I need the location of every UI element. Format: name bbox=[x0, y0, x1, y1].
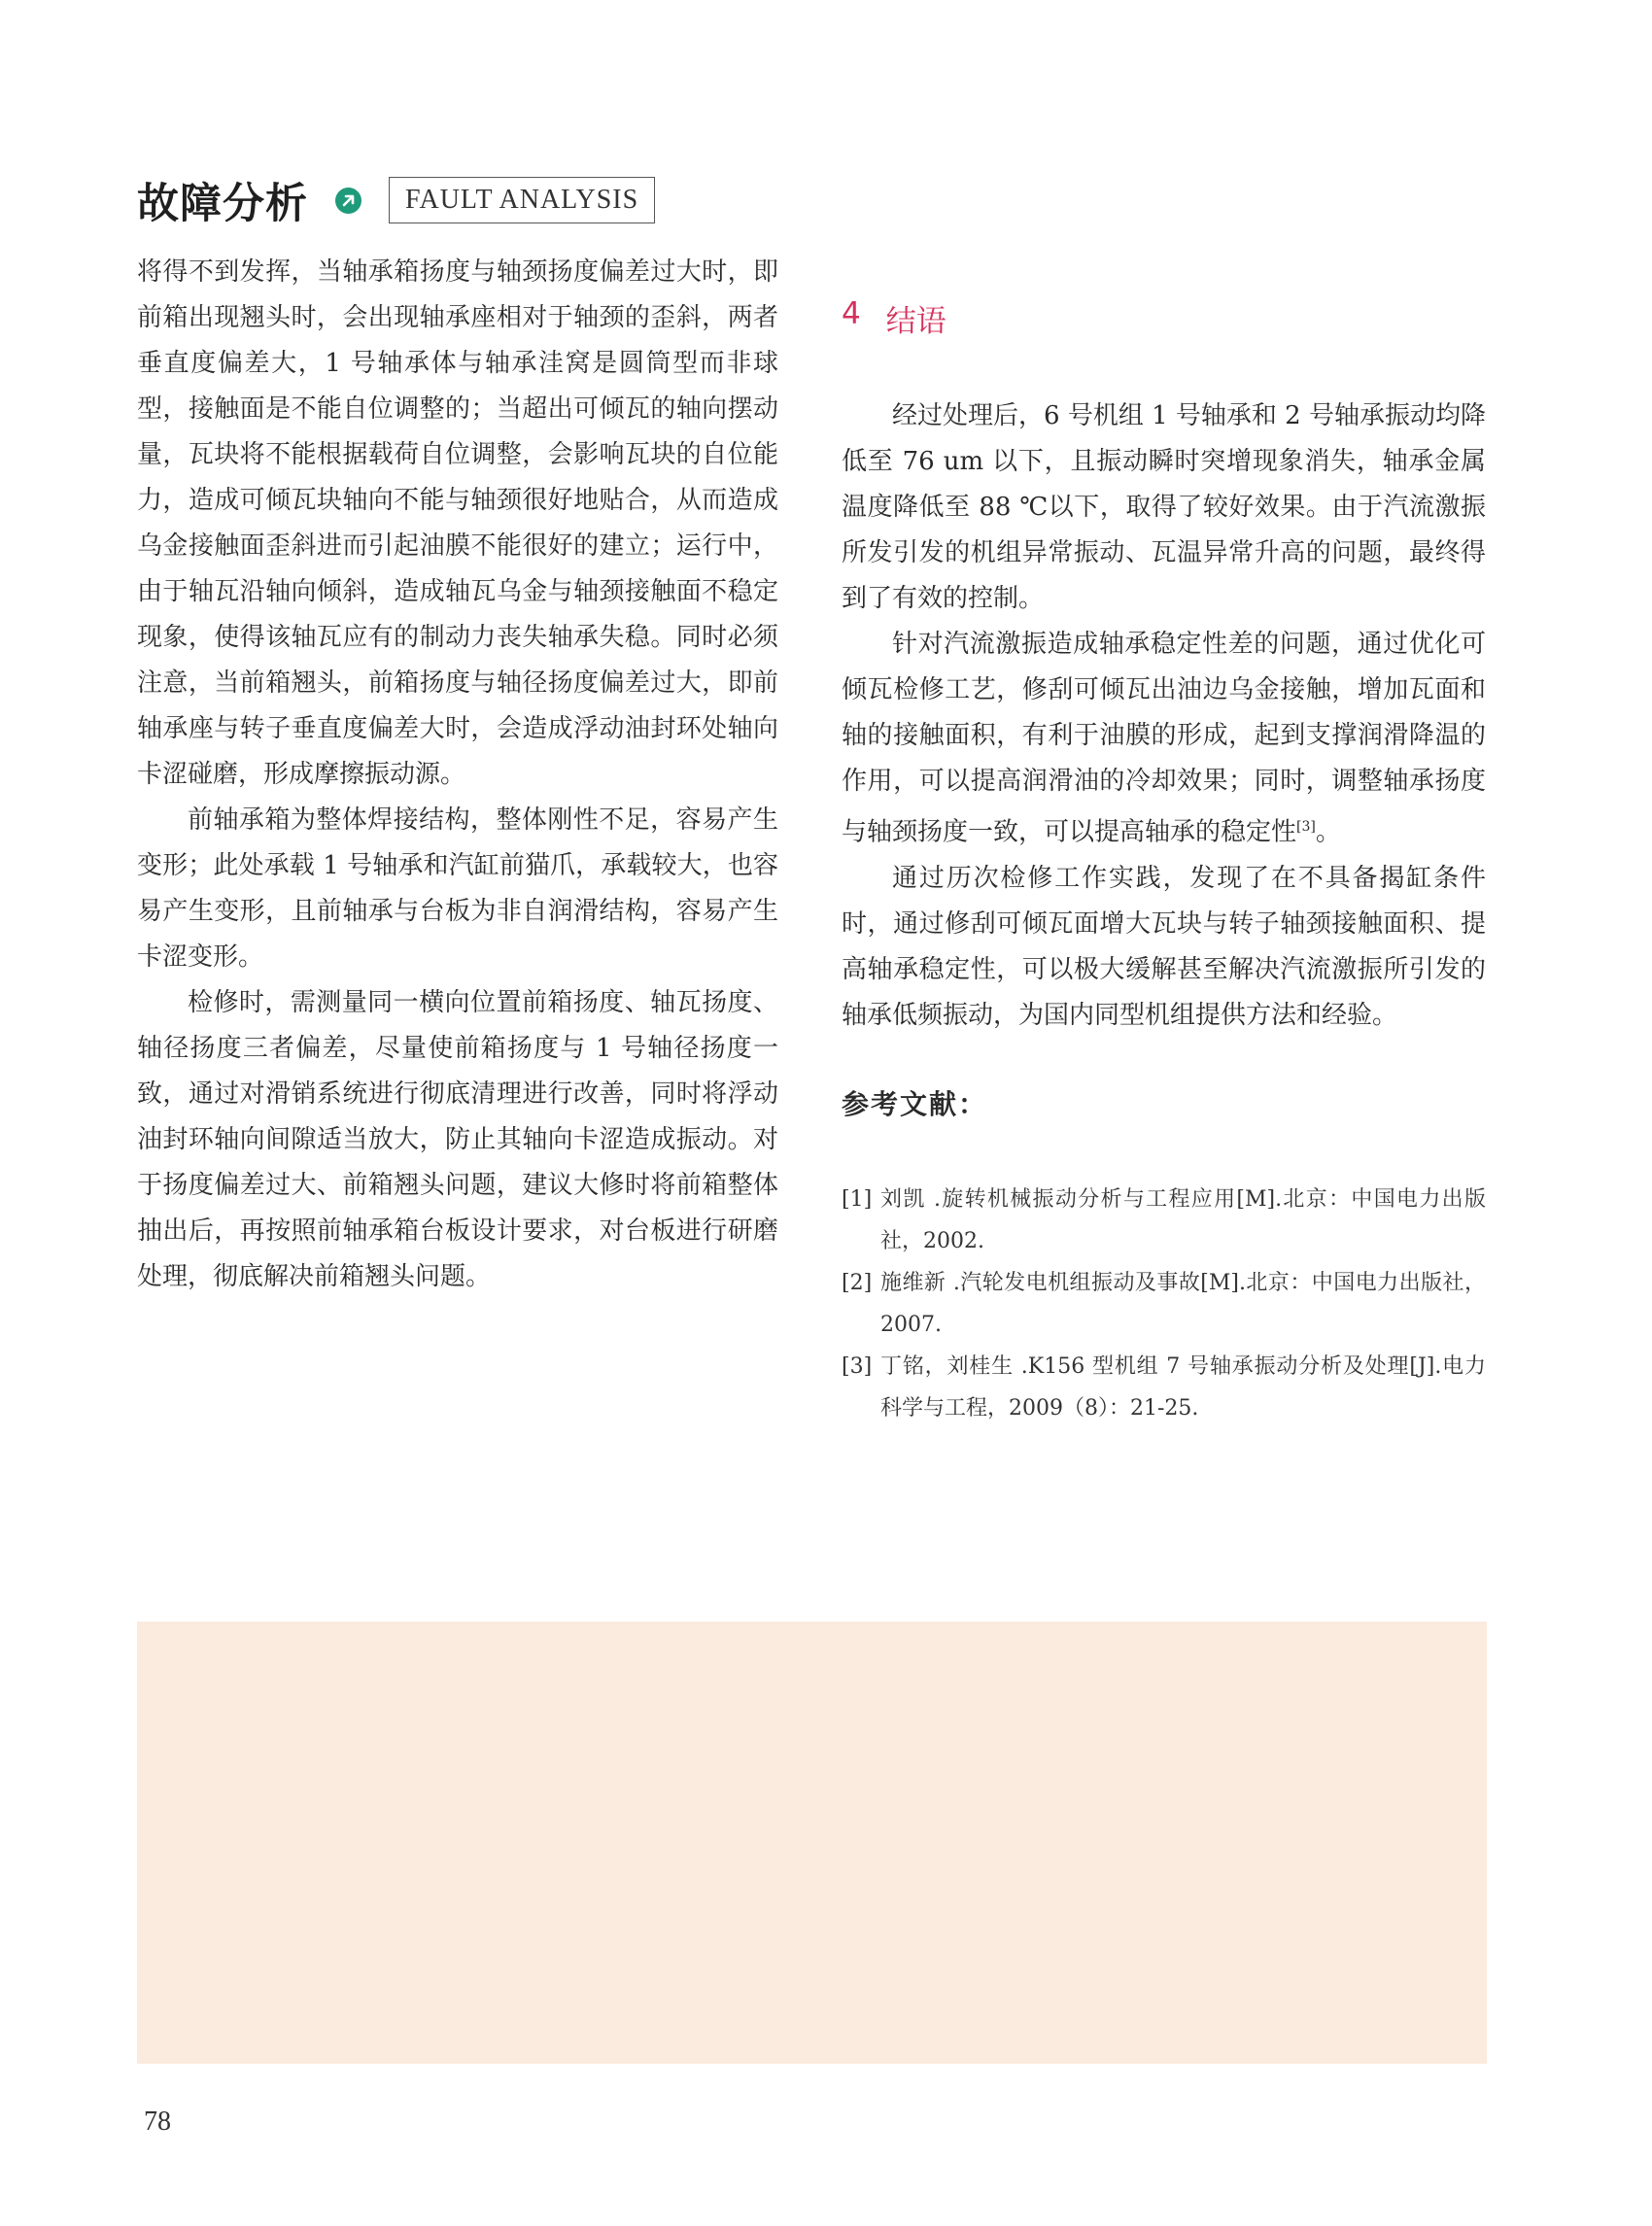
body-paragraph: 检修时，需测量同一横向位置前箱扬度、轴瓦扬度、轴径扬度三者偏差，尽量使前箱扬度与 1 号轴径扬度一致，通过对滑销系统进行彻底清理进行改善，同时将浮动油封环轴向间隙适当放大，防止其轴向卡涩造成振动。对于扬度偏差过大、前箱翘头问题，建议大修时将前箱整体抽出后，再按照前轴承箱台板设计要求，对台板进行研磨处理，彻底解决前箱翘头问题。 bbox=[137, 988, 778, 1291]
page-header bbox=[137, 173, 655, 227]
references-list bbox=[842, 1179, 1486, 1429]
right-column bbox=[842, 394, 1486, 1039]
reference-number: [2] bbox=[842, 1271, 873, 1295]
references-heading: 参考文献： bbox=[842, 1088, 988, 1120]
ad-placeholder-box bbox=[137, 1622, 1487, 2064]
reference-text: 刘凯 .旋转机械振动分析与工程应用[M].北京：中国电力出版社，2002. bbox=[880, 1187, 1486, 1253]
paragraph-text: 针对汽流激振造成轴承稳定性差的问题，通过优化可倾瓦检修工艺，修刮可倾瓦出油边乌金接触，增加瓦面和轴的接触面积，有利于油膜的形成，起到支撑润滑降温的作用，可以提高润滑油的冷却效果；同时，调整轴承扬度与轴颈扬度一致，可以提高轴承的稳定性 bbox=[842, 630, 1486, 847]
body-paragraph: 通过历次检修工作实践，发现了在不具备揭缸条件时，通过修刮可倾瓦面增大瓦块与转子轴颈接触面积、提高轴承稳定性，可以极大缓解甚至解决汽流激振所引发的轴承低频振动，为国内同型机组提供方法和经验。 bbox=[842, 863, 1486, 1030]
section-category-en: FAULT ANALYSIS bbox=[389, 177, 655, 223]
section-number: 4 bbox=[842, 296, 861, 331]
body-paragraph: 前轴承箱为整体焊接结构，整体刚性不足，容易产生变形；此处承载 1 号轴承和汽缸前猫爪，承载较大，也容易产生变形，且前轴承与台板为非自润滑结构，容易产生卡涩变形。 bbox=[137, 805, 778, 972]
reference-item bbox=[842, 1346, 1486, 1429]
section-title: 结语 bbox=[885, 304, 946, 339]
left-column bbox=[137, 250, 778, 1300]
body-paragraph bbox=[842, 622, 1486, 856]
reference-item bbox=[842, 1179, 1486, 1262]
arrow-up-right-icon bbox=[335, 188, 361, 214]
reference-text: 施维新 .汽轮发电机组振动及事故[M].北京：中国电力出版社，2007. bbox=[880, 1271, 1486, 1337]
section-category-title: 故障分析 bbox=[137, 179, 308, 228]
reference-text: 丁铭，刘桂生 .K156 型机组 7 号轴承振动分析及处理[J].电力科学与工程，2009（8）：21-25. bbox=[880, 1354, 1486, 1421]
reference-number: [1] bbox=[842, 1187, 873, 1212]
reference-item bbox=[842, 1262, 1486, 1346]
reference-number: [3] bbox=[842, 1354, 873, 1379]
paragraph-tail: 。 bbox=[1315, 817, 1341, 847]
body-paragraph: 经过处理后，6 号机组 1 号轴承和 2 号轴承振动均降低至 76 um 以下，且振动瞬时突增现象消失，轴承金属温度降低至 88 ℃以下，取得了较好效果。由于汽流激振所发引发的机组异常振动、瓦温异常升高的问题，最终得到了有效的控制。 bbox=[842, 401, 1486, 613]
section-heading bbox=[842, 296, 946, 340]
body-paragraph: 将得不到发挥，当轴承箱扬度与轴颈扬度偏差过大时，即前箱出现翘头时，会出现轴承座相对于轴颈的歪斜，两者垂直度偏差大，1 号轴承体与轴承洼窝是圆筒型而非球型，接触面是不能自位调整的；当超出可倾瓦的轴向摆动量，瓦块将不能根据载荷自位调整，会影响瓦块的自位能力，造成可倾瓦块轴向不能与轴颈很好地贴合，从而造成乌金接触面歪斜进而引起油膜不能很好的建立；运行中，由于轴瓦沿轴向倾斜，造成轴瓦乌金与轴颈接触面不稳定现象，使得该轴瓦应有的制动力丧失轴承失稳。同时必须注意，当前箱翘头，前箱扬度与轴径扬度偏差过大，即前轴承座与转子垂直度偏差大时，会造成浮动油封环处轴向卡涩碰磨，形成摩擦振动源。 bbox=[137, 257, 778, 789]
citation-ref: [3] bbox=[1296, 819, 1316, 835]
page-number: 78 bbox=[144, 2106, 171, 2137]
